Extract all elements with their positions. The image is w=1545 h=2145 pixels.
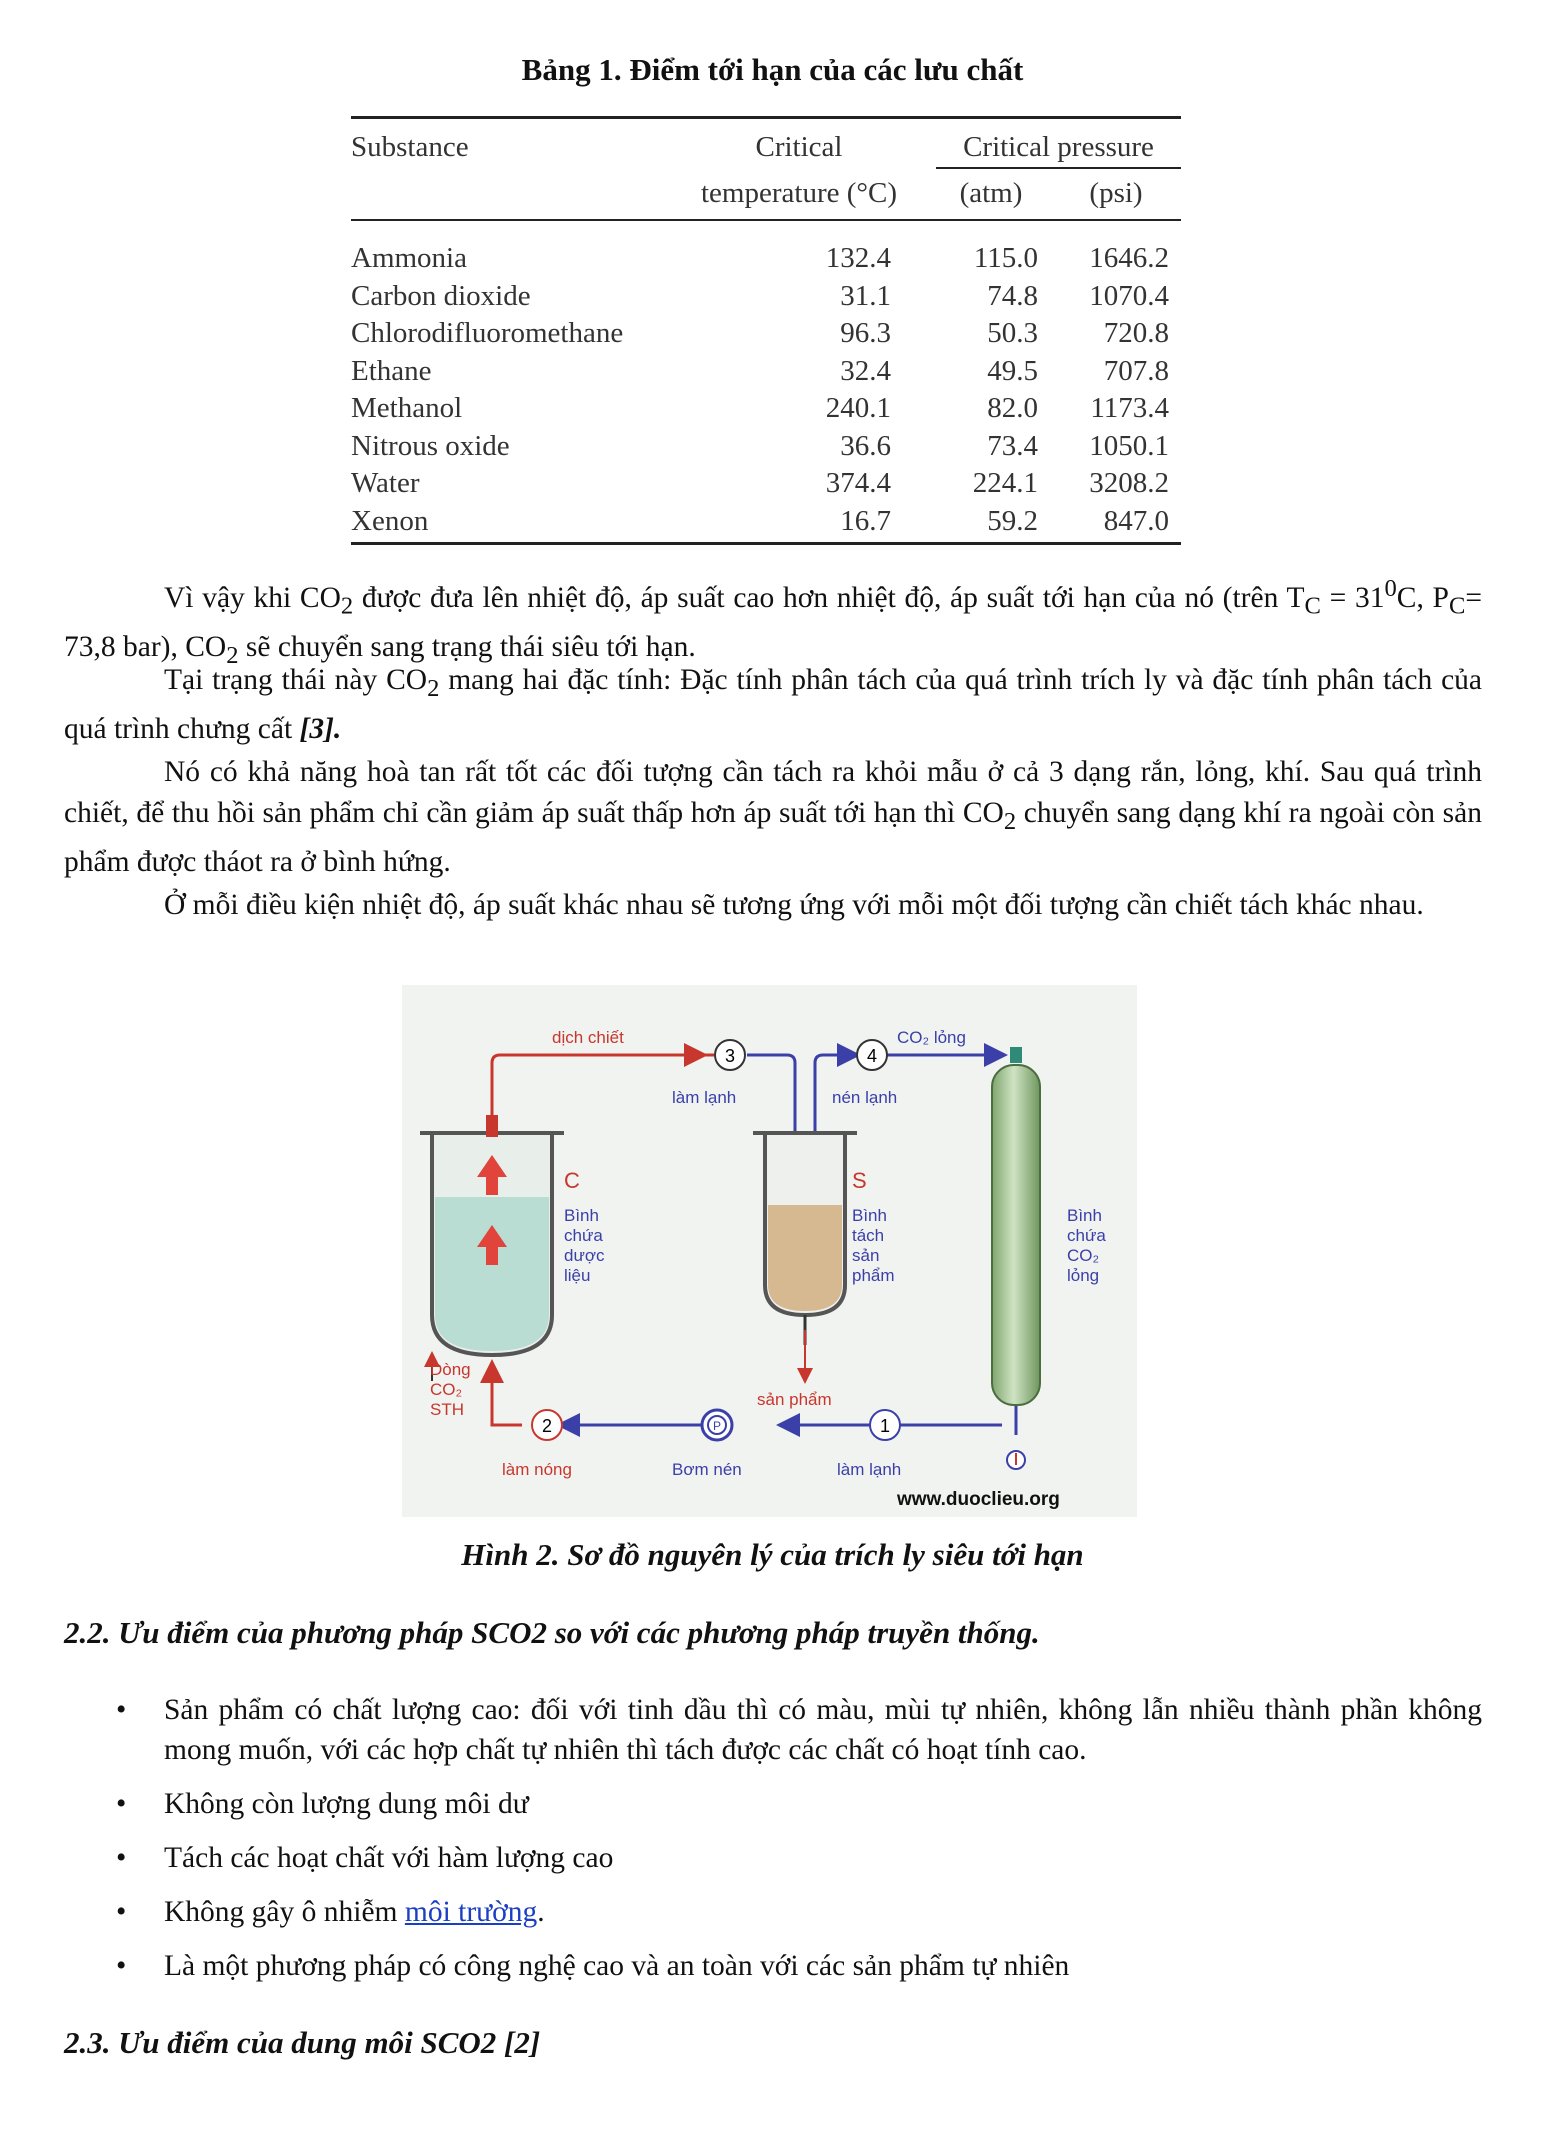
- paragraph-solubility: [64, 752, 1482, 883]
- cell-pressure-atm: 49.5: [987, 354, 1038, 387]
- cell-temperature: 96.3: [840, 317, 891, 349]
- environment-link[interactable]: môi trường: [404, 1896, 538, 1928]
- list-item-text: Không gây ô nhiễm: [164, 1896, 405, 1928]
- paragraph-conditions: [64, 885, 1482, 926]
- cell-substance: Water: [351, 467, 420, 499]
- cell-pressure-psi: 720.8: [1103, 317, 1169, 349]
- label-dich-chiet: dịch chiết: [552, 1028, 624, 1047]
- text: C, P: [1396, 581, 1449, 614]
- tank-drain-icon: [1007, 1451, 1025, 1469]
- text: mang hai đặc tính: Đặc tính phân tách của quá trình trích ly và đặc tính phân tách của quá trình chưng cất: [64, 664, 1483, 745]
- cell-substance: Ammonia: [351, 242, 467, 274]
- cell-pressure-atm: 74.8: [987, 279, 1038, 312]
- cell-pressure-atm: 115.0: [973, 242, 1038, 274]
- list-item: [64, 1838, 1482, 1878]
- svg-text:4: 4: [866, 1046, 878, 1066]
- cell-temperature: 16.7: [840, 504, 891, 537]
- label-lam-lanh-top: làm lạnh: [672, 1088, 737, 1107]
- header-temperature: temperature (°C): [701, 177, 897, 209]
- bullet-icon: •: [116, 1788, 127, 1820]
- cell-temperature: 132.4: [825, 242, 891, 274]
- bullet-icon: •: [116, 1842, 127, 1874]
- advantages-list: [64, 1690, 1482, 2000]
- svg-text:2: 2: [541, 1416, 553, 1436]
- label-lam-nong: làm nóng: [502, 1460, 572, 1479]
- watermark: www.duoclieu.org: [897, 1489, 1060, 1510]
- list-item-text: Không còn lượng dung môi dư: [164, 1788, 529, 1820]
- bullet-icon: •: [116, 1694, 127, 1726]
- hot-line-extract: [492, 1055, 702, 1125]
- section-heading-2-2: 2.2. Ưu điểm của phương pháp SCO2 so với các phương pháp truyền thống.: [64, 1615, 1040, 1650]
- subscript: C: [1448, 592, 1466, 620]
- cell-pressure-psi: 3208.2: [1089, 467, 1169, 499]
- section-heading-2-3: 2.3. Ưu điểm của dung môi SCO2 [2]: [64, 2025, 541, 2060]
- subscript: 2: [427, 674, 440, 702]
- list-item-text: Là một phương pháp có công nghệ cao và an toàn với các sản phẩm tự nhiên: [164, 1950, 1070, 1982]
- cell-temperature: 374.4: [825, 467, 891, 499]
- text: được đưa lên nhiệt độ, áp suất cao hơn nhiệt độ, áp suất tới hạn của nó (trên T: [353, 581, 1305, 614]
- pump-node: [702, 1410, 732, 1440]
- bullet-icon: •: [116, 1950, 127, 1982]
- node-1: [870, 1410, 900, 1440]
- label-c: C: [564, 1168, 580, 1193]
- cell-pressure-psi: 707.8: [1103, 354, 1169, 387]
- label-co2-long: CO₂ lỏng: [897, 1028, 966, 1047]
- list-item-text: Sản phẩm có chất lượng cao: đối với tinh dầu thì có màu, mùi tự nhiên, không lẫn nhiều thành phần không mong muốn, với các hợp chất tự nhiên thì tách được các chất có hoạt tính cao.: [164, 1694, 1482, 1766]
- list-item: [64, 1690, 1482, 1770]
- header-bottom-rule: [351, 219, 1181, 221]
- table-bottom-rule: [351, 542, 1181, 545]
- cell-temperature: 32.4: [840, 354, 891, 387]
- text: Nó có khả năng hoà tan rất tốt các đối tượng cần tách ra khỏi mẫu ở cả 3 dạng rắn, lỏng, khí. Sau quá trình chiết, để thu hồi sản phẩm chỉ cần giảm áp suất thấp hơn áp suất tới hạn thì CO: [64, 756, 1482, 829]
- label-nen-lanh: nén lạnh: [832, 1088, 898, 1107]
- label-lam-lanh-bottom: làm lạnh: [837, 1460, 902, 1479]
- critical-point-table: [351, 114, 1181, 545]
- citation: [3].: [299, 712, 342, 745]
- cell-substance: Ethane: [351, 354, 432, 387]
- separator-product: [768, 1205, 842, 1311]
- cell-temperature: 240.1: [825, 392, 891, 424]
- node-2: [532, 1410, 562, 1440]
- label-binh-chua-co2: Bình chứa CO₂ lỏng: [1067, 1206, 1106, 1285]
- header-critical: Critical: [755, 131, 843, 163]
- text: = 73,8 bar), CO: [64, 581, 1482, 663]
- cell-pressure-atm: 73.4: [987, 429, 1038, 462]
- cell-pressure-atm: 82.0: [987, 392, 1038, 424]
- sfe-diagram: [402, 985, 1137, 1517]
- label-binh-chua-duoc-lieu: Bình chứa dược liệu: [564, 1206, 605, 1285]
- svg-text:3: 3: [724, 1046, 736, 1066]
- header-psi: (psi): [1089, 177, 1143, 209]
- label-dong-co2-sth: Dòng CO₂ STH: [430, 1360, 471, 1419]
- extractor-outlet: [486, 1115, 498, 1137]
- tank-top-valve: [1010, 1047, 1022, 1063]
- bullet-icon: •: [116, 1896, 127, 1928]
- paragraph-properties: [64, 660, 1482, 750]
- subscript: 2: [1003, 807, 1017, 835]
- cell-pressure-psi: 847.0: [1103, 504, 1169, 537]
- cell-pressure-psi: 1173.4: [1090, 392, 1169, 424]
- cell-substance: Carbon dioxide: [351, 279, 531, 312]
- label-san-pham: sản phẩm: [757, 1390, 832, 1409]
- cell-temperature: 31.1: [840, 279, 891, 312]
- header-atm: (atm): [959, 177, 1023, 209]
- table-top-rule: [351, 116, 1181, 119]
- list-item: [64, 1784, 1482, 1824]
- cell-pressure-psi: 1646.2: [1089, 242, 1169, 274]
- sfe-diagram-svg: [402, 985, 1137, 1517]
- cell-substance: Chlorodifluoromethane: [351, 317, 624, 349]
- co2-storage-tank: [992, 1065, 1040, 1405]
- header-substance: Substance: [351, 131, 469, 163]
- cell-pressure-atm: 50.3: [987, 317, 1038, 349]
- label-binh-tach-san-pham: Bình tách sản phẩm: [852, 1206, 895, 1285]
- cell-substance: Xenon: [351, 504, 429, 537]
- figure-caption: Hình 2. Sơ đồ nguyên lý của trích ly siêu tới hạn: [461, 1537, 1084, 1572]
- header-critical-pressure: Critical pressure: [963, 131, 1154, 163]
- pressure-header-rule: [936, 167, 1181, 169]
- text: sẽ chuyển sang trạng thái siêu tới hạn.: [238, 630, 696, 663]
- label-bom-nen: Bơm nén: [672, 1460, 742, 1479]
- list-item-text: .: [537, 1896, 545, 1928]
- subscript: C: [1304, 592, 1321, 620]
- list-item: [64, 1892, 1482, 1932]
- superscript: 0: [1384, 575, 1397, 602]
- text: chuyển sang dạng khí ra ngoài còn sản phẩm được tháot ra ở bình hứng.: [64, 797, 1482, 878]
- node-4: [857, 1040, 887, 1070]
- extractor-liquid: [435, 1197, 549, 1351]
- svg-text:P: P: [712, 1419, 722, 1433]
- cell-pressure-atm: 224.1: [972, 467, 1038, 499]
- table-caption: Bảng 1. Điểm tới hạn của các lưu chất: [521, 52, 1024, 87]
- text: Tại trạng thái này CO: [164, 664, 428, 696]
- cell-substance: Nitrous oxide: [351, 429, 510, 462]
- cell-pressure-atm: 59.2: [987, 504, 1038, 537]
- text: Ở mỗi điều kiện nhiệt độ, áp suất khác nhau sẽ tương ứng với mỗi một đối tượng cần chiết tách khác nhau.: [164, 889, 1424, 921]
- text: Vì vậy khi CO: [164, 581, 341, 614]
- list-item: [64, 1946, 1482, 1986]
- subscript: 2: [226, 641, 239, 669]
- cell-temperature: 36.6: [840, 429, 891, 462]
- node-3: [715, 1040, 745, 1070]
- cell-pressure-psi: 1050.1: [1089, 429, 1169, 462]
- label-s: S: [852, 1168, 867, 1193]
- subscript: 2: [340, 592, 354, 620]
- list-item-text: Tách các hoạt chất với hàm lượng cao: [164, 1842, 614, 1874]
- svg-text:1: 1: [879, 1416, 891, 1436]
- cell-substance: Methanol: [351, 392, 463, 424]
- cell-pressure-psi: 1070.4: [1089, 279, 1169, 312]
- hot-feed-line: [492, 1365, 522, 1425]
- text: = 31: [1320, 581, 1385, 614]
